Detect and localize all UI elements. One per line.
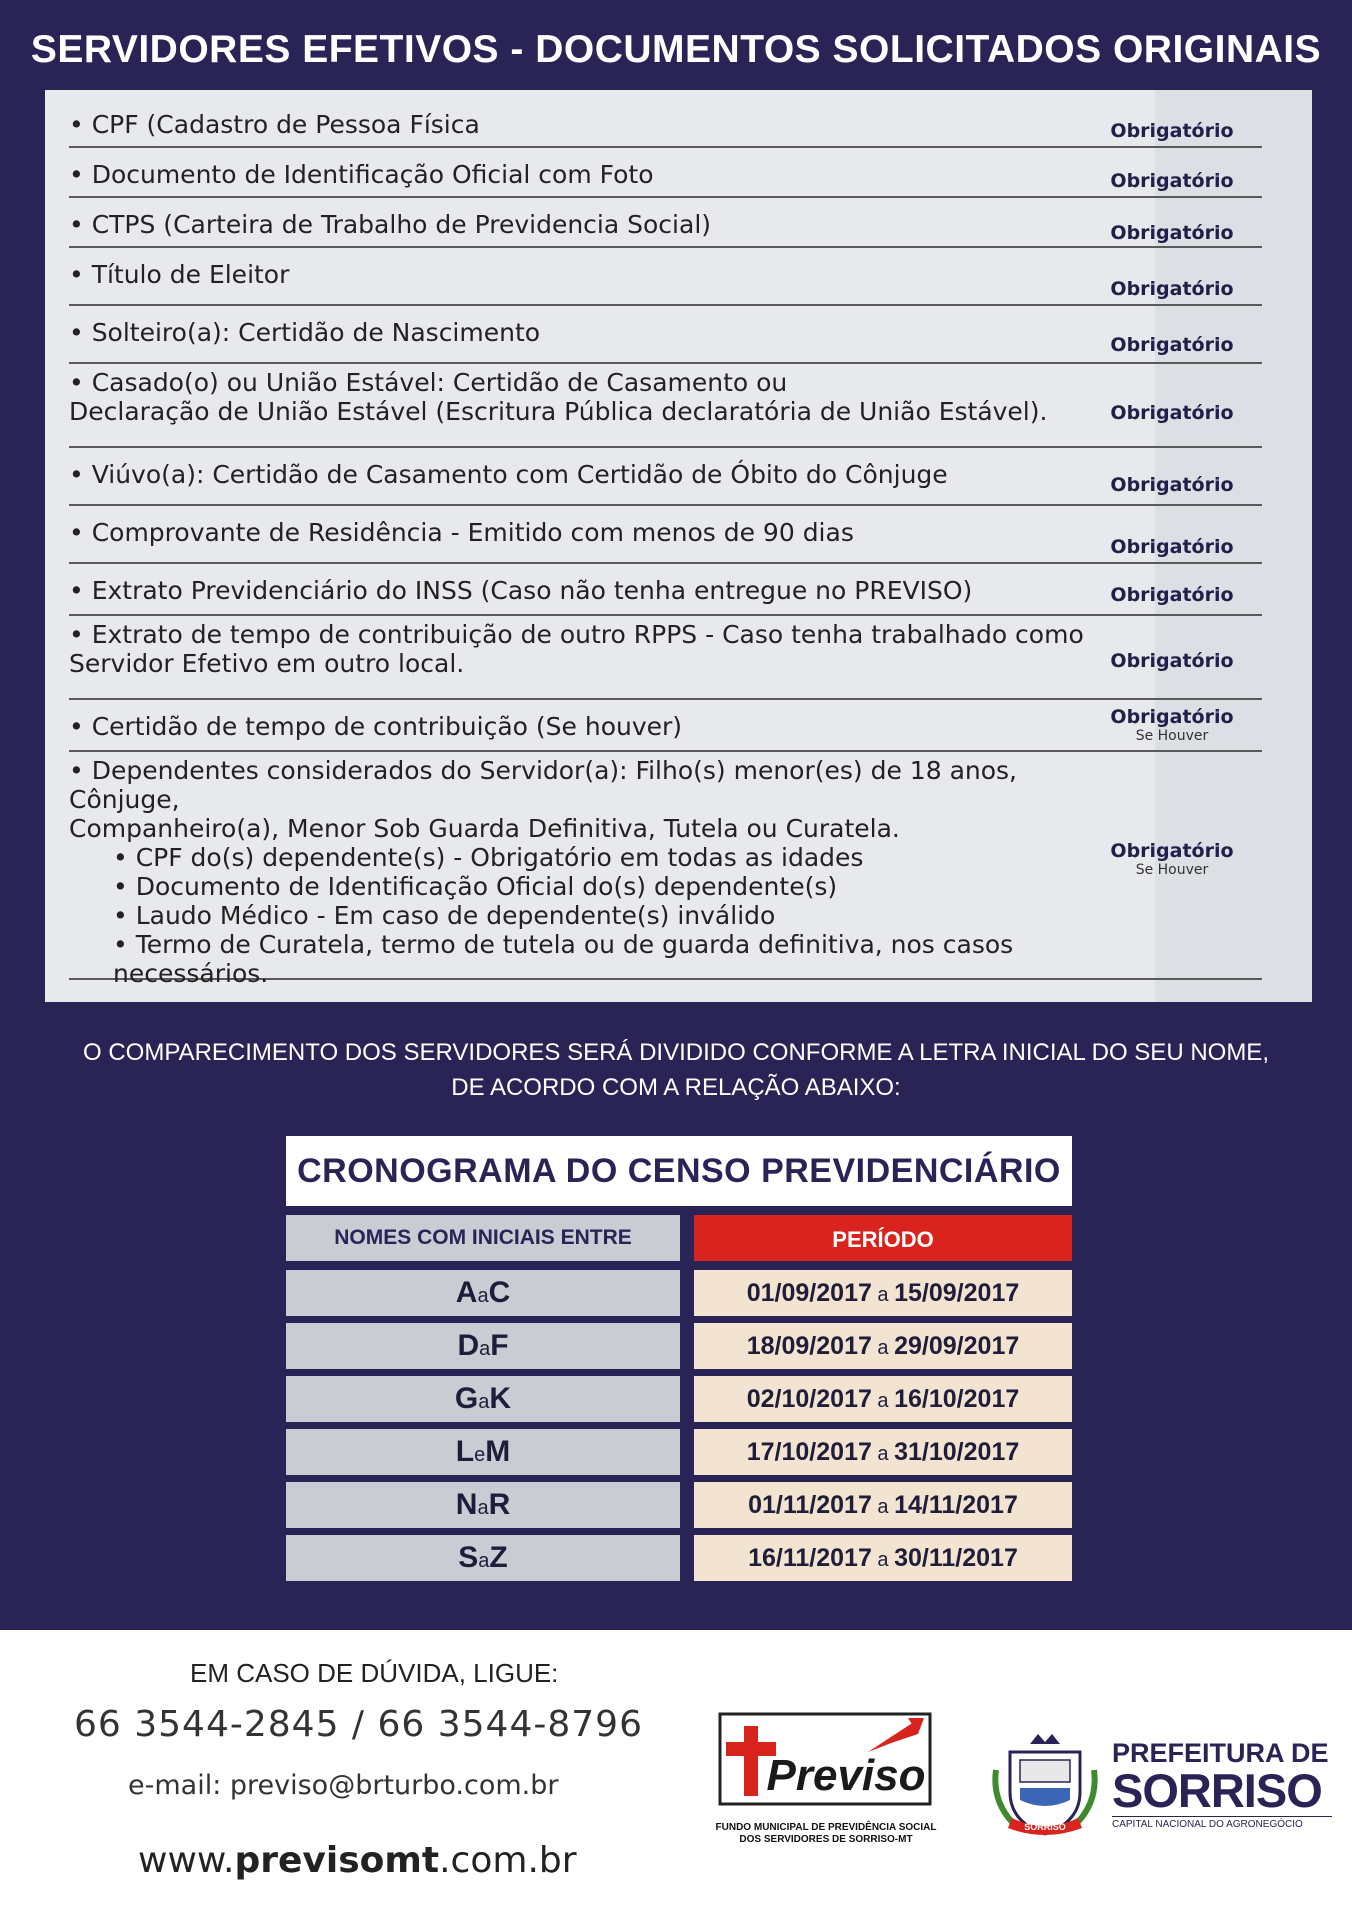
- website-domain: previsomt: [234, 1840, 440, 1881]
- schedule-title: CRONOGRAMA DO CENSO PREVIDENCIÁRIO: [286, 1136, 1072, 1206]
- website-suffix: .com.br: [439, 1840, 577, 1881]
- initial-separator: a: [478, 1391, 490, 1413]
- requirement-label: [1102, 536, 1242, 558]
- period-start: 17/10/2017: [746, 1438, 872, 1466]
- requirement-status: Obrigatório: [1110, 650, 1234, 672]
- requirement-note: Se Houver: [1135, 728, 1209, 744]
- document-row: [69, 364, 1262, 448]
- document-row: [69, 752, 1262, 988]
- requirement-status: Obrigatório: [1110, 474, 1234, 496]
- schedule-initials-cell: [286, 1535, 680, 1581]
- requirement-label: [1102, 120, 1242, 142]
- initial-from: N: [455, 1488, 478, 1521]
- dependent-document-item: • CPF do(s) dependente(s) - Obrigatório em todas as idades: [113, 843, 864, 872]
- requirement-label: [1102, 402, 1242, 424]
- document-row: [69, 564, 1262, 616]
- schedule-period-cell: [694, 1376, 1072, 1422]
- requirement-label: [1102, 584, 1242, 606]
- initial-from: D: [457, 1329, 480, 1362]
- document-row: [69, 248, 1262, 306]
- initial-from: G: [454, 1382, 479, 1415]
- requirement-status: Obrigatório: [1110, 278, 1234, 300]
- document-row: [69, 148, 1262, 198]
- period-end: 31/10/2017: [894, 1438, 1020, 1466]
- requirement-label: [1102, 840, 1242, 878]
- previso-logo-text: Previso: [766, 1751, 926, 1800]
- requirement-status: Obrigatório: [1110, 584, 1234, 606]
- requirement-status: Obrigatório: [1110, 840, 1234, 862]
- page-title: SERVIDORES EFETIVOS - DOCUMENTOS SOLICITADOS ORIGINAIS: [30, 28, 1322, 71]
- document-row: [69, 448, 1262, 506]
- dependent-document-item: • Laudo Médico - Em caso de dependente(s) inválido: [113, 901, 776, 930]
- requirement-label: [1102, 706, 1242, 744]
- initial-to: F: [490, 1329, 509, 1362]
- period-end: 15/09/2017: [894, 1279, 1020, 1307]
- schedule-initials-cell: [286, 1482, 680, 1528]
- notice-line-1: O COMPARECIMENTO DOS SERVIDORES SERÁ DIVIDIDO CONFORME A LETRA INICIAL DO SEU NOME,: [83, 1039, 1269, 1066]
- schedule-initials-cell: [286, 1376, 680, 1422]
- initial-from: A: [455, 1276, 478, 1309]
- attendance-notice: [0, 1035, 1352, 1105]
- document-text: • Comprovante de Residência - Emitido com menos de 90 dias: [69, 518, 854, 547]
- initial-to: Z: [489, 1541, 508, 1574]
- requirement-status: Obrigatório: [1110, 536, 1234, 558]
- period-start: 02/10/2017: [746, 1385, 872, 1413]
- requirement-label: [1102, 278, 1242, 300]
- document-text: • Casado(o) ou União Estável: Certidão de Casamento ou Declaração de União Estável (Escritura Pública declaratória de União Estável).: [69, 368, 1048, 426]
- document-text: • Extrato de tempo de contribuição de outro RPPS - Caso tenha trabalhado como Servidor Efetivo em outro local.: [69, 620, 1084, 678]
- dependent-document-item: • Documento de Identificação Oficial do(s) dependente(s): [113, 872, 838, 901]
- schedule-header-names: NOMES COM INICIAIS ENTRE: [286, 1215, 680, 1261]
- requirement-status: Obrigatório: [1110, 706, 1234, 728]
- document-row: [69, 198, 1262, 248]
- initial-separator: a: [477, 1497, 489, 1519]
- dependent-document-item: • Termo de Curatela, termo de tutela ou de guarda definitiva, nos casos necessários.: [113, 930, 1014, 988]
- period-start: 01/09/2017: [746, 1279, 872, 1307]
- schedule-period-cell: [694, 1270, 1072, 1316]
- schedule-period-cell: [694, 1535, 1072, 1581]
- document-row: [69, 506, 1262, 564]
- previso-caption-line-2: DOS SERVIDORES DE SORRISO-MT: [739, 1834, 913, 1845]
- period-separator: a: [871, 1337, 895, 1359]
- schedule-initials-cell: [286, 1270, 680, 1316]
- period-end: 29/09/2017: [894, 1332, 1020, 1360]
- previso-caption-line-1: FUNDO MUNICIPAL DE PREVIDÊNCIA SOCIAL: [715, 1822, 937, 1833]
- schedule-period-cell: [694, 1323, 1072, 1369]
- requirement-status: Obrigatório: [1110, 334, 1234, 356]
- footer: [0, 1630, 1352, 1920]
- period-separator: a: [871, 1549, 895, 1571]
- initial-from: L: [455, 1435, 475, 1468]
- sorriso-line-2: SORRISO: [1112, 1764, 1322, 1817]
- period-start: 18/09/2017: [746, 1332, 872, 1360]
- document-text: • Certidão de tempo de contribuição (Se houver): [69, 712, 683, 741]
- requirement-status: Obrigatório: [1110, 222, 1234, 244]
- previso-caption: [690, 1822, 962, 1846]
- requirement-status: Obrigatório: [1110, 120, 1234, 142]
- period-separator: a: [871, 1443, 895, 1465]
- period-separator: a: [871, 1390, 895, 1412]
- documents-panel: [45, 90, 1312, 1002]
- period-end: 30/11/2017: [894, 1544, 1018, 1572]
- sorriso-tagline: CAPITAL NACIONAL DO AGRONEGÓCIO: [1112, 1816, 1332, 1830]
- schedule-header-period: PERÍODO: [694, 1215, 1072, 1261]
- document-row: [69, 98, 1262, 148]
- sorriso-seal-icon: [990, 1730, 1100, 1840]
- previso-logo-icon: [718, 1712, 932, 1806]
- contact-email: e-mail: previso@brturbo.com.br: [128, 1770, 559, 1801]
- document-row: [69, 616, 1262, 700]
- contact-phones: 66 3544-2845 / 66 3544-8796: [74, 1704, 643, 1745]
- schedule-period-cell: [694, 1482, 1072, 1528]
- document-text: • Dependentes considerados do Servidor(a): Filho(s) menor(es) de 18 anos, Cônjuge, Companheiro(a), Menor Sob Guarda Definitiva, Tutela ou Curatela. • CPF do(s) dependente(s) - Obrigatório em todas as idades • Documento de Identificação Oficial do(s) dependente(s) • Laudo Médico - Em caso de dependente(s) inválido • Termo de Curatela, termo de tutela ou de guarda definitiva, nos casos necessários.: [69, 756, 1129, 988]
- website-link: [138, 1840, 577, 1881]
- period-start: 16/11/2017: [748, 1544, 872, 1572]
- contact-heading: EM CASO DE DÚVIDA, LIGUE:: [190, 1658, 559, 1688]
- period-end: 16/10/2017: [894, 1385, 1020, 1413]
- initial-to: R: [488, 1488, 511, 1521]
- seal-banner-text: SORRISO: [1024, 1822, 1066, 1832]
- period-separator: a: [871, 1496, 895, 1518]
- initial-separator: a: [477, 1285, 489, 1307]
- initial-to: C: [488, 1276, 511, 1309]
- initial-to: K: [489, 1382, 512, 1415]
- initial-to: M: [485, 1435, 511, 1468]
- requirement-status: Obrigatório: [1110, 170, 1234, 192]
- website-prefix: www.: [138, 1840, 235, 1881]
- schedule-period-cell: [694, 1429, 1072, 1475]
- requirement-label: [1102, 170, 1242, 192]
- period-end: 14/11/2017: [894, 1491, 1018, 1519]
- requirement-label: [1102, 222, 1242, 244]
- sorriso-line-1: PREFEITURA DE: [1112, 1738, 1329, 1768]
- period-separator: a: [871, 1284, 895, 1306]
- initial-separator: a: [479, 1338, 491, 1360]
- initial-separator: a: [478, 1550, 490, 1572]
- document-text: • Extrato Previdenciário do INSS (Caso não tenha entregue no PREVISO): [69, 576, 973, 605]
- document-text: • Viúvo(a): Certidão de Casamento com Certidão de Óbito do Cônjuge: [69, 460, 948, 489]
- document-row: [69, 700, 1262, 752]
- period-start: 01/11/2017: [748, 1491, 872, 1519]
- schedule-initials-cell: [286, 1429, 680, 1475]
- document-text: • Título de Eleitor: [69, 260, 290, 289]
- schedule-initials-cell: [286, 1323, 680, 1369]
- requirement-label: [1102, 474, 1242, 496]
- document-text: • CPF (Cadastro de Pessoa Física: [69, 110, 480, 139]
- initial-separator: e: [474, 1444, 486, 1466]
- requirement-status: Obrigatório: [1110, 402, 1234, 424]
- sorriso-wordmark: [1112, 1738, 1332, 1830]
- document-text: • Solteiro(a): Certidão de Nascimento: [69, 318, 541, 347]
- document-text: • Documento de Identificação Oficial com Foto: [69, 160, 654, 189]
- requirement-note: Se Houver: [1135, 862, 1209, 878]
- initial-from: S: [458, 1541, 479, 1574]
- document-text: • CTPS (Carteira de Trabalho de Previdencia Social): [69, 210, 712, 239]
- requirement-label: [1102, 650, 1242, 672]
- document-row: [69, 306, 1262, 364]
- requirement-label: [1102, 334, 1242, 356]
- notice-line-2: DE ACORDO COM A RELAÇÃO ABAIXO:: [451, 1074, 901, 1101]
